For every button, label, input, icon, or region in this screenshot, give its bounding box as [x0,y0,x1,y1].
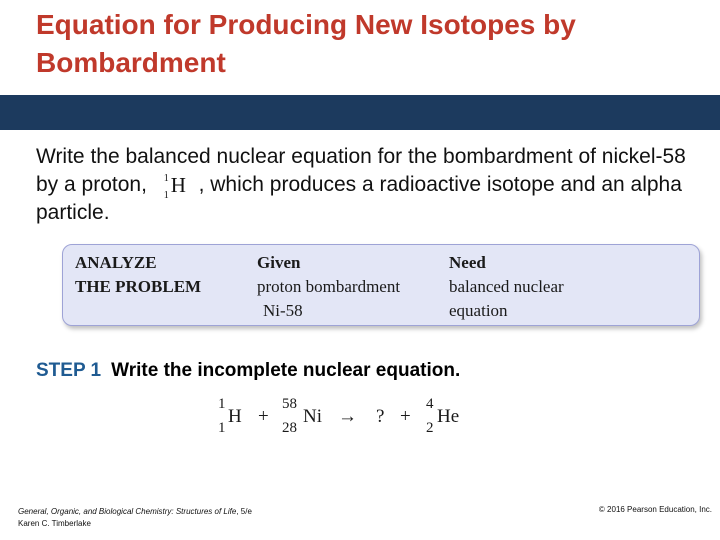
given-header: Given [257,253,301,272]
analyze-label-line1: ANALYZE [75,253,157,272]
he-symbol: He [437,406,460,427]
plus-sign-2: + [400,406,411,427]
h-mass-number: 1 [218,396,226,412]
footer-author: Karen C. Timberlake [18,519,91,528]
footer-copyright: © 2016 Pearson Education, Inc. [598,505,712,514]
footer-book-line [18,506,252,518]
plus-sign-1: + [258,406,269,427]
analyze-label-column [75,251,201,299]
ni-mass-number: 58 [282,396,297,412]
given-line1: proton bombardment [257,277,401,296]
given-column [257,251,400,323]
nuclide-mass-number: 1 [163,173,169,184]
footer-edition: , 5/e [236,507,252,516]
ni-symbol: Ni [303,406,322,427]
nuclear-equation [214,392,484,442]
step1-label: STEP 1 [36,360,102,381]
footer-citation [18,506,252,530]
footer-book-title: General, Organic, and Biological Chemistry: Structures of Life [18,507,237,516]
problem-statement [36,143,696,227]
step1-text: Write the incomplete nuclear equation. [111,360,461,381]
need-column [449,251,564,323]
title-divider-band [0,95,720,130]
reaction-arrow: → [338,406,357,427]
nuclide-element-symbol: H [170,173,186,197]
need-line2: equation [449,301,508,320]
he-atomic-number: 2 [426,420,434,436]
h-atomic-number: 1 [218,420,226,436]
hydrogen-nuclide-symbol [153,171,193,201]
problem-text-part1: Write the balanced nuclear equation for the bombardment of nickel-58 by a proton, [36,145,686,196]
problem-text-part2: , which produces a radioactive isotope and an alpha particle. [36,173,682,224]
given-line2: Ni-58 [263,301,303,320]
he-mass-number: 4 [426,396,434,412]
h-symbol: H [228,406,242,427]
step1-heading [36,358,460,384]
ni-atomic-number: 28 [282,420,297,436]
nuclide-atomic-number: 1 [163,190,169,201]
need-header: Need [449,253,486,272]
analyze-problem-panel [62,244,700,326]
analyze-label-line2: THE PROBLEM [75,277,202,296]
unknown-product: ? [376,406,385,427]
need-line1: balanced nuclear [449,277,564,296]
slide-title: Equation for Producing New Isotopes by Bombardment [36,9,576,78]
